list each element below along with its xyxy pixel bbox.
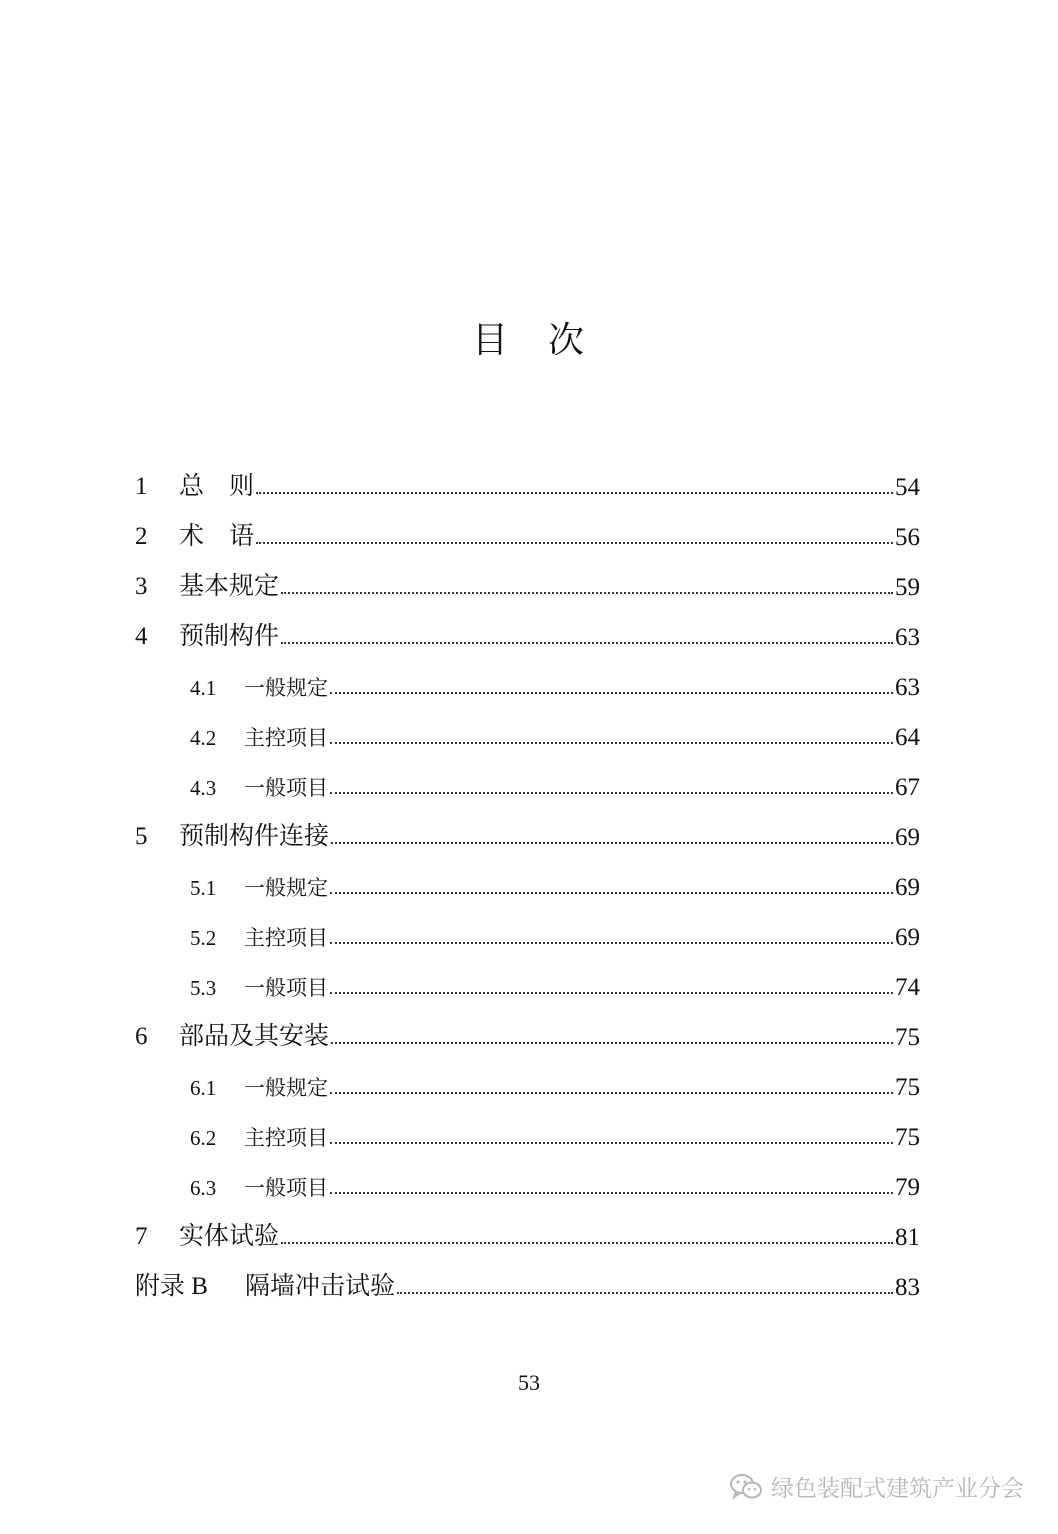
toc-page-number: 63: [895, 674, 920, 701]
toc-label: [190, 772, 328, 802]
toc-number: 2: [135, 523, 148, 550]
dot-leader: [397, 1292, 893, 1294]
dot-leader: [330, 892, 893, 894]
page-number: 53: [518, 1370, 540, 1395]
toc-number: 5.1: [190, 876, 217, 900]
toc-title: 实体试验: [179, 1221, 280, 1250]
watermark: [729, 1470, 1024, 1503]
toc-subentry[interactable]: [190, 852, 920, 902]
dot-leader: [330, 792, 893, 794]
toc-number: 5: [135, 823, 148, 850]
dot-leader: [330, 942, 893, 944]
toc-number: 附录 B: [135, 1273, 208, 1300]
toc-page-number: 74: [895, 974, 920, 1001]
toc-title: 主控项目: [244, 1126, 328, 1150]
toc-entry[interactable]: [135, 1202, 920, 1252]
toc-number: 6: [135, 1023, 148, 1050]
toc-title: 一般规定: [244, 676, 328, 700]
toc-subentry[interactable]: [190, 902, 920, 952]
toc-title: 主控项目: [244, 926, 328, 950]
toc-page-number: 69: [895, 824, 920, 851]
toc-number: 1: [135, 473, 148, 500]
toc-label: [135, 616, 279, 652]
toc-label: [135, 816, 329, 852]
toc-title: 预制构件: [179, 621, 280, 650]
toc-entry[interactable]: [135, 502, 920, 552]
toc-number: 7: [135, 1223, 148, 1250]
toc-title: 部品及其安装: [179, 1021, 330, 1050]
toc-entry[interactable]: [135, 602, 920, 652]
toc-page-number: 81: [895, 1224, 920, 1251]
dot-leader: [256, 492, 893, 494]
toc-label: [135, 466, 254, 502]
dot-leader: [330, 1192, 893, 1194]
toc-page-number: 79: [895, 1174, 920, 1201]
dot-leader: [281, 642, 893, 644]
dot-leader: [256, 542, 893, 544]
dot-leader: [330, 1142, 893, 1144]
toc-title: 预制构件连接: [179, 821, 330, 850]
page-title: 目 次: [471, 320, 586, 361]
toc-label: [135, 1016, 329, 1052]
toc-title: 术 语: [179, 521, 255, 550]
toc-label: [190, 1172, 328, 1202]
toc-entry[interactable]: [135, 802, 920, 852]
toc-title: 总 则: [179, 471, 255, 500]
toc-page-number: 59: [895, 574, 920, 601]
toc-number: 5.3: [190, 976, 217, 1000]
toc-number: 6.1: [190, 1076, 217, 1100]
toc-page-number: 56: [895, 524, 920, 551]
dot-leader: [330, 742, 893, 744]
toc-title: 一般项目: [244, 1176, 328, 1200]
toc-title: 一般项目: [244, 976, 328, 1000]
toc-title: 隔墙冲击试验: [245, 1271, 396, 1300]
toc-number: 3: [135, 573, 148, 600]
toc-title: 基本规定: [179, 571, 280, 600]
toc-page-number: 67: [895, 774, 920, 801]
toc-subentry[interactable]: [190, 752, 920, 802]
toc-label: [190, 722, 328, 752]
toc-label: [135, 516, 254, 552]
dot-leader: [330, 692, 893, 694]
toc-page-number: 75: [895, 1074, 920, 1101]
toc-page-number: 64: [895, 724, 920, 751]
toc-label: [135, 1216, 279, 1252]
toc-page-number: 75: [895, 1124, 920, 1151]
dot-leader: [330, 1092, 893, 1094]
toc-page-number: 69: [895, 924, 920, 951]
toc-title: 一般规定: [244, 876, 328, 900]
toc-label: [190, 972, 328, 1002]
toc-label: [190, 672, 328, 702]
toc-number: 4.1: [190, 676, 217, 700]
toc-page-number: 69: [895, 874, 920, 901]
toc-number: 4.2: [190, 726, 217, 750]
toc-entry[interactable]: [135, 552, 920, 602]
toc-page-number: 54: [895, 474, 920, 501]
toc-subentry[interactable]: [190, 1052, 920, 1102]
toc-page-number: 75: [895, 1024, 920, 1051]
toc-subentry[interactable]: [190, 1152, 920, 1202]
dot-leader: [331, 1042, 893, 1044]
toc-number: 6.3: [190, 1176, 217, 1200]
toc-label: [190, 1122, 328, 1152]
toc-number: 4: [135, 623, 148, 650]
dot-leader: [281, 592, 893, 594]
toc-title: 一般项目: [244, 776, 328, 800]
toc-label: [135, 1266, 395, 1302]
toc-label: [190, 872, 328, 902]
toc-title: 一般规定: [244, 1076, 328, 1100]
toc-subentry[interactable]: [190, 952, 920, 1002]
toc-label: [135, 566, 279, 602]
dot-leader: [281, 1242, 893, 1244]
toc-page-number: 63: [895, 624, 920, 651]
toc-subentry[interactable]: [190, 1102, 920, 1152]
toc-label: [190, 922, 328, 952]
toc-subentry[interactable]: [190, 702, 920, 752]
toc-number: 6.2: [190, 1126, 217, 1150]
toc-entry[interactable]: [135, 452, 920, 502]
toc-entry[interactable]: [135, 1002, 920, 1052]
toc-title: 主控项目: [244, 726, 328, 750]
toc-subentry[interactable]: [190, 652, 920, 702]
toc-page-number: 83: [895, 1274, 920, 1301]
toc-number: 4.3: [190, 776, 217, 800]
wechat-icon: [729, 1472, 763, 1502]
dot-leader: [330, 992, 893, 994]
dot-leader: [331, 842, 893, 844]
watermark-text: 绿色装配式建筑产业分会: [771, 1476, 1024, 1502]
toc-label: [190, 1072, 328, 1102]
toc-number: 5.2: [190, 926, 217, 950]
toc-entry[interactable]: [135, 1252, 920, 1302]
